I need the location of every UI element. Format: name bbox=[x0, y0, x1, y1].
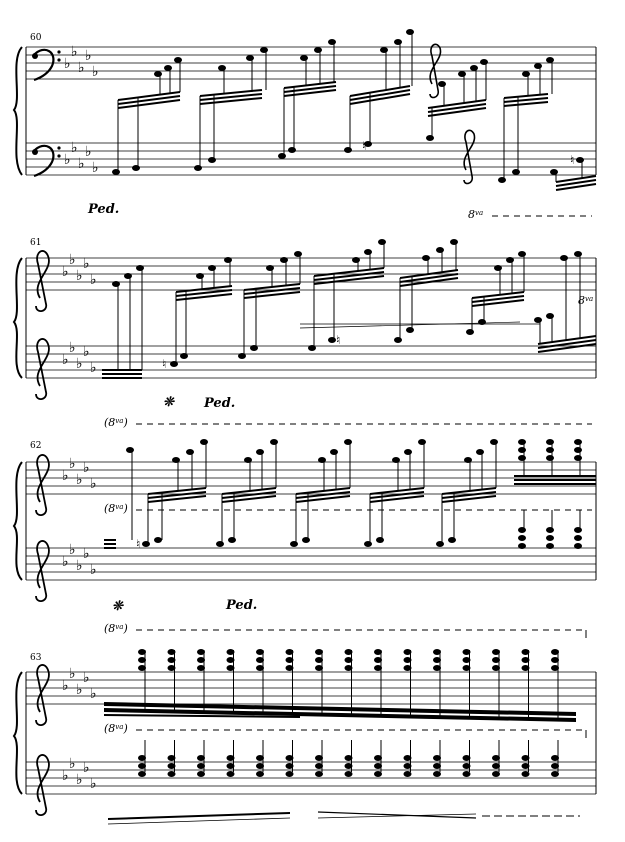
svg-text:♮: ♮ bbox=[336, 333, 341, 347]
key-signature-flats bbox=[64, 44, 99, 176]
svg-text:♭: ♭ bbox=[83, 760, 90, 776]
measure-number: 61 bbox=[30, 238, 42, 248]
ottava-marking bbox=[104, 502, 592, 515]
ottava-marking bbox=[468, 208, 592, 221]
svg-text:♭: ♭ bbox=[69, 756, 76, 772]
arpeggio-group bbox=[344, 29, 414, 153]
treble-clef-icon bbox=[36, 541, 49, 601]
treble-clef-icon bbox=[36, 339, 49, 399]
grand-staff-brace bbox=[14, 47, 22, 175]
system-61 bbox=[14, 238, 596, 429]
svg-text:(8va): $(8^{va})$ bbox=[104, 416, 128, 429]
system-60 bbox=[14, 29, 596, 221]
arpeggio-group bbox=[364, 439, 426, 547]
bass-clef-icon bbox=[32, 146, 61, 176]
svg-text:♭: ♭ bbox=[62, 264, 69, 280]
key-signature-flats bbox=[62, 666, 97, 792]
svg-text:♭: ♭ bbox=[69, 340, 76, 356]
arpeggio-group bbox=[278, 39, 336, 159]
svg-text:8va: $8^{va}$ bbox=[468, 208, 484, 221]
svg-text:♭: ♭ bbox=[76, 472, 83, 488]
svg-text:8va: $8^{va}$ bbox=[578, 294, 594, 307]
svg-text:♭: ♭ bbox=[69, 252, 76, 268]
svg-text:♭: ♭ bbox=[78, 156, 85, 172]
system-63 bbox=[14, 649, 596, 824]
arpeggio-group bbox=[290, 439, 352, 547]
svg-text:♭: ♭ bbox=[76, 268, 83, 284]
svg-text:♭: ♭ bbox=[85, 144, 92, 160]
svg-text:♭: ♭ bbox=[83, 344, 90, 360]
svg-text:♭: ♭ bbox=[62, 352, 69, 368]
svg-text:♭: ♭ bbox=[90, 476, 97, 492]
treble-clef-icon bbox=[36, 251, 49, 311]
lower-staff bbox=[26, 762, 596, 794]
svg-text:♭: ♭ bbox=[92, 160, 99, 176]
treble-clef-icon bbox=[36, 455, 49, 515]
pedal-release-mark: ❊ bbox=[163, 395, 174, 410]
upper-staff bbox=[26, 672, 596, 704]
svg-text:♮: ♮ bbox=[162, 357, 167, 371]
svg-text:♭: ♭ bbox=[62, 554, 69, 570]
pedal-marking: Ped. bbox=[204, 396, 236, 411]
grand-staff-brace bbox=[14, 462, 22, 580]
svg-text:♮: ♮ bbox=[136, 537, 141, 551]
svg-text:♭: ♭ bbox=[62, 468, 69, 484]
svg-text:♮: ♮ bbox=[570, 153, 575, 167]
arpeggio-group bbox=[216, 439, 278, 547]
ottava-marking bbox=[578, 294, 593, 307]
bass-clef-icon bbox=[32, 50, 61, 80]
svg-text:♭: ♭ bbox=[71, 44, 78, 60]
pedal-marking: Ped. bbox=[88, 202, 120, 217]
arpeggio-group bbox=[112, 57, 182, 175]
svg-text:♭: ♭ bbox=[76, 356, 83, 372]
svg-text:♭: ♭ bbox=[69, 542, 76, 558]
treble-clef-icon bbox=[36, 755, 49, 815]
measure-number: 60 bbox=[30, 33, 42, 43]
measure-number: 62 bbox=[30, 441, 42, 451]
pedal-release-mark: ❊ bbox=[112, 599, 123, 614]
ottava-marking bbox=[104, 722, 586, 738]
ottava-marking bbox=[104, 416, 592, 429]
arpeggio-group bbox=[194, 47, 268, 171]
arpeggio-group bbox=[550, 153, 596, 190]
arpeggio-group bbox=[308, 239, 386, 351]
svg-text:♭: ♭ bbox=[90, 360, 97, 376]
svg-text:♭: ♭ bbox=[90, 272, 97, 288]
upper-staff bbox=[26, 462, 596, 494]
svg-text:(8va): $(8^{va})$ bbox=[104, 622, 128, 635]
repeated-chords-lower bbox=[138, 740, 559, 777]
svg-text:♭: ♭ bbox=[83, 256, 90, 272]
svg-text:♭: ♭ bbox=[76, 682, 83, 698]
svg-text:♭: ♭ bbox=[83, 546, 90, 562]
upper-staff bbox=[26, 47, 596, 79]
key-signature-flats bbox=[62, 456, 97, 578]
svg-text:♭: ♭ bbox=[90, 776, 97, 792]
svg-text:♭: ♭ bbox=[62, 768, 69, 784]
svg-text:♭: ♭ bbox=[78, 60, 85, 76]
arpeggio-group bbox=[394, 239, 458, 343]
svg-text:♭: ♭ bbox=[76, 772, 83, 788]
svg-text:♭: ♭ bbox=[90, 686, 97, 702]
pedal-marking: Ped. bbox=[226, 598, 258, 613]
key-signature-flats bbox=[62, 252, 97, 376]
arpeggio-group bbox=[436, 439, 498, 547]
measure-number: 63 bbox=[30, 653, 42, 663]
svg-text:♭: ♭ bbox=[69, 456, 76, 472]
grand-staff-brace bbox=[14, 672, 22, 794]
svg-text:(8va): $(8^{va})$ bbox=[104, 722, 128, 735]
system-62 bbox=[14, 439, 596, 638]
treble-clef-icon bbox=[36, 665, 49, 725]
svg-text:(8va): $(8^{va})$ bbox=[104, 502, 128, 515]
arpeggio-group bbox=[498, 57, 554, 183]
svg-text:♭: ♭ bbox=[76, 558, 83, 574]
grand-staff-brace bbox=[14, 258, 22, 378]
svg-text:♮: ♮ bbox=[362, 139, 367, 153]
svg-text:♭: ♭ bbox=[69, 666, 76, 682]
svg-text:♭: ♭ bbox=[83, 460, 90, 476]
lower-staff bbox=[26, 143, 596, 175]
arpeggio-group bbox=[238, 251, 302, 359]
svg-text:♭: ♭ bbox=[64, 56, 71, 72]
arpeggio-group bbox=[104, 447, 162, 551]
svg-text:♭: ♭ bbox=[62, 678, 69, 694]
svg-text:♭: ♭ bbox=[85, 48, 92, 64]
svg-text:♭: ♭ bbox=[92, 64, 99, 80]
arpeggio-group bbox=[148, 439, 208, 544]
svg-text:♭: ♭ bbox=[71, 140, 78, 156]
lower-staff bbox=[26, 548, 596, 580]
svg-text:♭: ♭ bbox=[83, 670, 90, 686]
svg-text:♭: ♭ bbox=[64, 152, 71, 168]
treble-clef-icon bbox=[464, 130, 475, 183]
ottava-marking bbox=[104, 622, 586, 638]
svg-text:♭: ♭ bbox=[90, 562, 97, 578]
